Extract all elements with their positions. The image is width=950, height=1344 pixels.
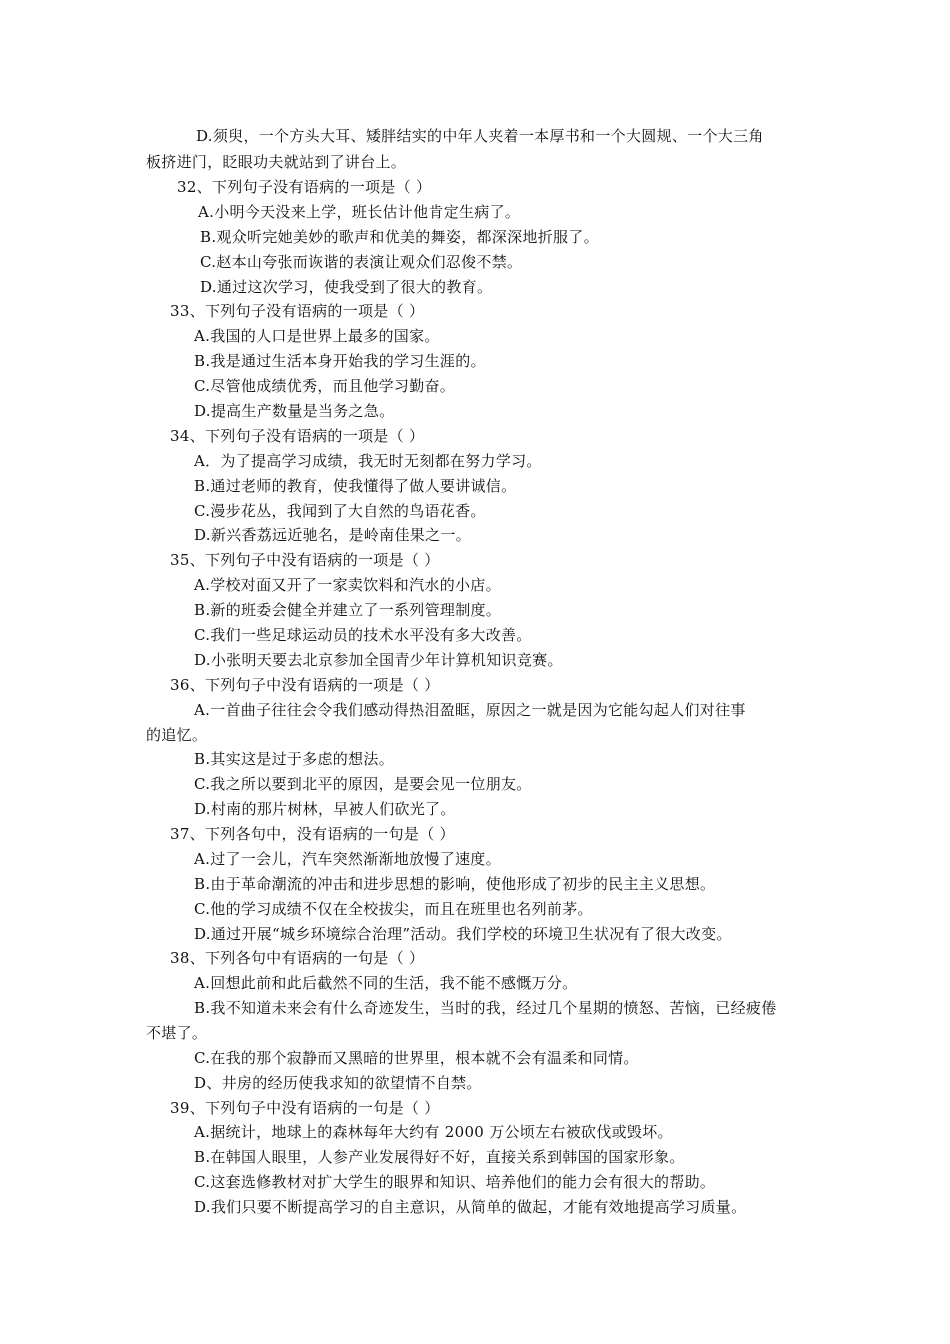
q39-stem: 39、下列句子中没有语病的一句是（ ） [170, 1099, 440, 1117]
q35-option-a: A.学校对面又开了一家卖饮料和汽水的小店。 [194, 576, 501, 594]
q38-stem: 38、下列各句中有语病的一句是（ ） [170, 949, 425, 967]
q31-option-d-line1: D.须臾，一个方头大耳、矮胖结实的中年人夹着一本厚书和一个大圆规、一个大三角 [196, 127, 764, 145]
q35-option-c: C.我们一些足球运动员的技术水平没有多大改善。 [194, 626, 532, 644]
q36-option-c: C.我之所以要到北平的原因，是要会见一位朋友。 [194, 775, 532, 793]
q39-option-a: A.据统计，地球上的森林每年大约有 2000 万公顷左右被砍伐或毁坏。 [194, 1123, 673, 1141]
q32-option-d: D.通过这次学习，使我受到了很大的教育。 [200, 278, 493, 296]
q38-option-a: A.回想此前和此后截然不同的生活，我不能不感慨万分。 [194, 974, 578, 992]
q31-option-d-line2: 板挤进门，眨眼功夫就站到了讲台上。 [146, 153, 407, 171]
q36-option-b: B.其实这是过于多虑的想法。 [194, 750, 394, 768]
q33-option-b: B.我是通过生活本身开始我的学习生涯的。 [194, 352, 486, 370]
q38-option-b-line2: 不堪了。 [146, 1024, 208, 1042]
q35-stem: 35、下列句子中没有语病的一项是（ ） [170, 551, 440, 569]
q39-option-b: B.在韩国人眼里，人参产业发展得好不好，直接关系到韩国的国家形象。 [194, 1148, 685, 1166]
q34-option-a: A．为了提高学习成绩，我无时无刻都在努力学习。 [194, 452, 542, 470]
q34-option-b: B.通过老师的教育，使我懂得了做人要讲诚信。 [194, 477, 517, 495]
q32-stem: 32、下列句子没有语病的一项是（ ） [177, 178, 432, 196]
q39-option-c: C.这套选修教材对扩大学生的眼界和知识、培养他们的能力会有很大的帮助。 [194, 1173, 716, 1191]
q32-option-b: B.观众听完她美妙的歌声和优美的舞姿，都深深地折服了。 [200, 228, 599, 246]
q33-option-d: D.提高生产数量是当务之急。 [194, 402, 395, 420]
q38-option-c: C.在我的那个寂静而又黑暗的世界里，根本就不会有温柔和同情。 [194, 1049, 639, 1067]
q37-option-b: B.由于革命潮流的冲击和进步思想的影响，使他形成了初步的民主主义思想。 [194, 875, 716, 893]
q32-option-a: A.小明今天没来上学，班长估计他肯定生病了。 [198, 203, 521, 221]
q37-option-d: D.通过开展“城乡环境综合治理”活动。我们学校的环境卫生状况有了很大改变。 [194, 925, 732, 943]
q37-option-a: A.过了一会儿，汽车突然渐渐地放慢了速度。 [194, 850, 501, 868]
q36-option-a-line1: A.一首曲子往往会令我们感动得热泪盈眶，原因之一就是因为它能勾起人们对往事 [194, 701, 746, 719]
q32-option-c: C.赵本山夸张而诙谐的表演让观众们忍俊不禁。 [200, 253, 523, 271]
q37-stem: 37、下列各句中，没有语病的一句是（ ） [170, 825, 455, 843]
q36-option-a-line2: 的追忆。 [146, 726, 208, 744]
q34-option-d: D.新兴香荔远近驰名，是岭南佳果之一。 [194, 526, 471, 544]
q33-option-c: C.尽管他成绩优秀，而且他学习勤奋。 [194, 377, 456, 395]
q34-stem: 34、下列句子没有语病的一项是（ ） [170, 427, 425, 445]
q33-stem: 33、下列句子没有语病的一项是（ ） [170, 302, 425, 320]
q34-option-c: C.漫步花丛，我闻到了大自然的鸟语花香。 [194, 502, 486, 520]
q38-option-b-line1: B.我不知道未来会有什么奇迹发生，当时的我，经过几个星期的愤怒、苦恼，已经疲倦 [194, 999, 777, 1017]
q35-option-d: D.小张明天要去北京参加全国青少年计算机知识竞赛。 [194, 651, 563, 669]
q39-option-d: D.我们只要不断提高学习的自主意识，从简单的做起，才能有效地提高学习质量。 [194, 1198, 747, 1216]
q36-option-d: D.村南的那片树林，早被人们砍光了。 [194, 800, 456, 818]
q37-option-c: C.他的学习成绩不仅在全校拔尖，而且在班里也名列前茅。 [194, 900, 593, 918]
q33-option-a: A.我国的人口是世界上最多的国家。 [194, 327, 440, 345]
q38-option-d: D、井房的经历使我求知的欲望情不自禁。 [194, 1074, 482, 1092]
q35-option-b: B.新的班委会健全并建立了一系列管理制度。 [194, 601, 502, 619]
q36-stem: 36、下列句子中没有语病的一项是（ ） [170, 676, 440, 694]
